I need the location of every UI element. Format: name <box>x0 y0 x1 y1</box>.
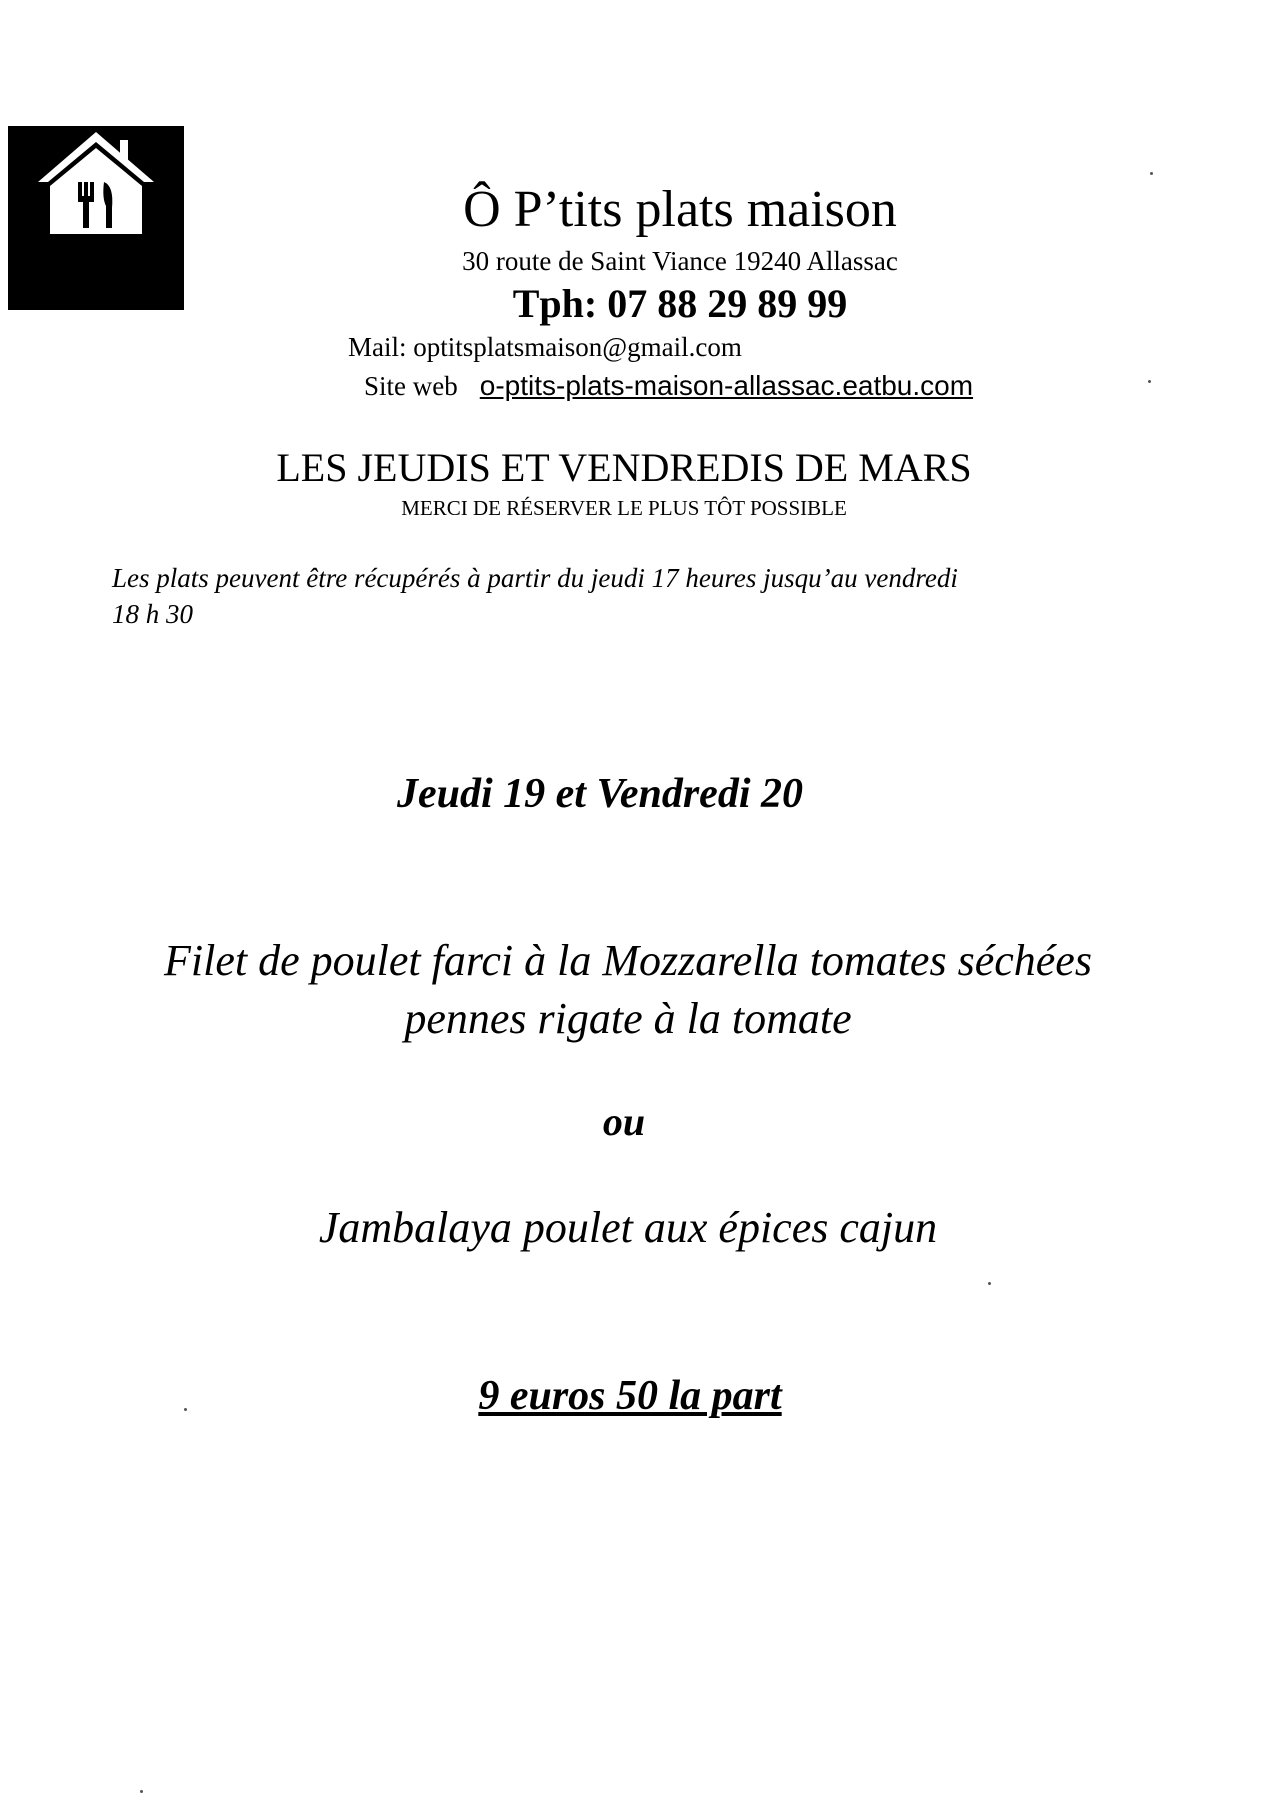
website-label: Site web <box>364 371 458 401</box>
page-title: Ô P’tits plats maison <box>463 181 897 238</box>
menu-days: Jeudi 19 et Vendredi 20 <box>397 771 803 817</box>
website-line <box>364 370 973 402</box>
email-address: Mail: optitsplatsmaison@gmail.com <box>348 332 742 362</box>
scan-speck <box>140 1790 143 1793</box>
pickup-line: Les plats peuvent être récupérés à partir du jeudi 17 heures jusqu’au vendredi <box>112 563 958 593</box>
phone-number: Tph: 07 88 29 89 99 <box>512 281 848 326</box>
scan-speck <box>184 1408 187 1411</box>
reservation-note: MERCI DE RÉSERVER LE PLUS TÔT POSSIBLE <box>401 496 847 520</box>
schedule-headline: LES JEUDIS ET VENDREDIS DE MARS <box>276 445 972 490</box>
scan-speck <box>1150 172 1153 175</box>
scan-speck <box>988 1282 991 1285</box>
dish-line: Filet de poulet farci à la Mozzarella tomates séchées <box>164 936 1092 985</box>
pickup-info <box>112 560 1172 632</box>
dish-line: pennes rigate à la tomate <box>404 994 852 1043</box>
price: 9 euros 50 la part <box>478 1373 782 1419</box>
dish-option-1 <box>0 932 1268 1048</box>
pickup-line: 18 h 30 <box>112 599 193 629</box>
scan-speck <box>1148 380 1151 383</box>
address: 30 route de Saint Viance 19240 Allassac <box>462 246 898 276</box>
website-link[interactable]: o-ptits-plats-maison-allassac.eatbu.com <box>479 370 974 401</box>
dish-option-2: Jambalaya poulet aux épices cajun <box>318 1203 938 1252</box>
or-separator: ou <box>602 1099 646 1144</box>
